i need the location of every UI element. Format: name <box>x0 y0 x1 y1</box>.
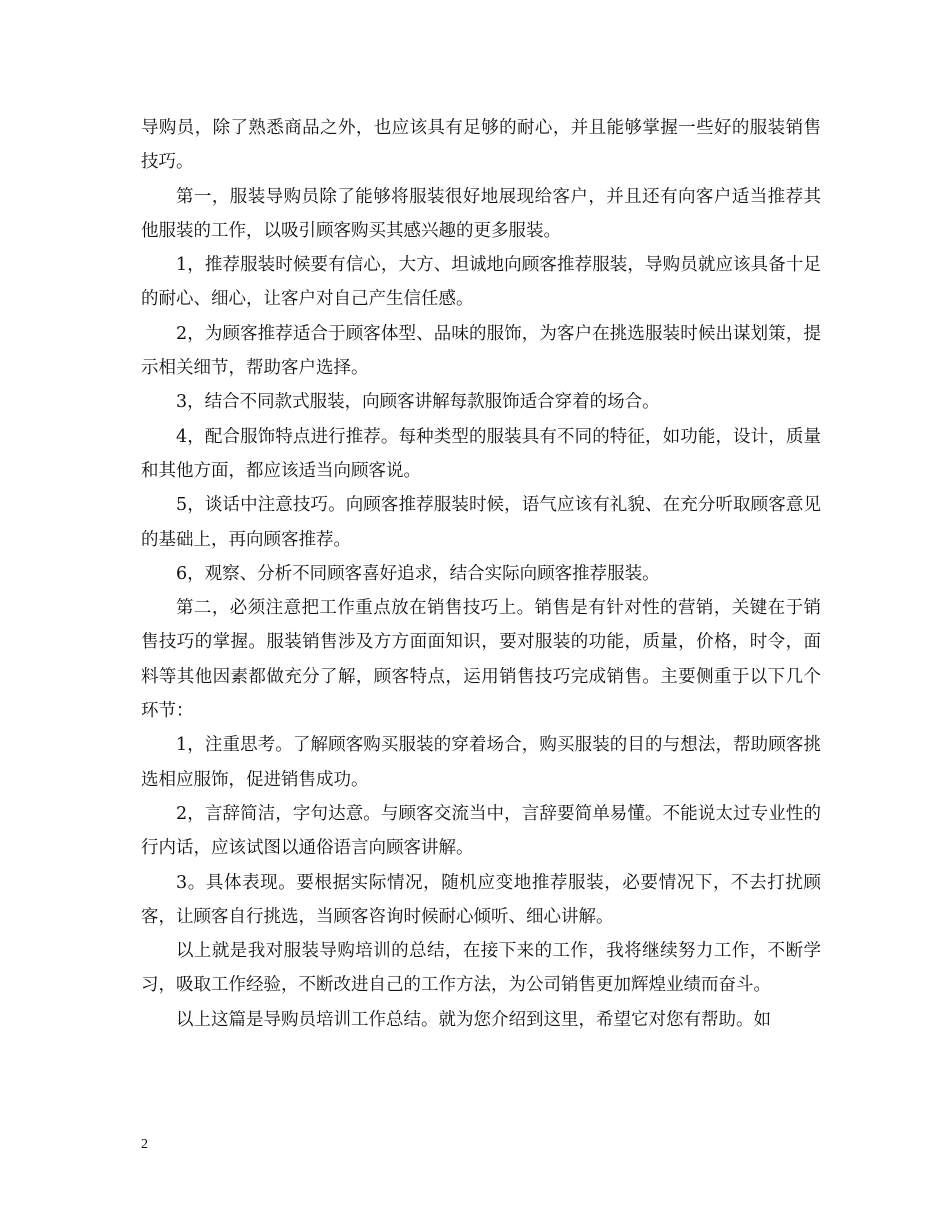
paragraph-skill-3: 3。具体表现。要根据实际情况，随机应变地推荐服装，必要情况下，不去打扰顾客，让顾客自行挑选，当顾客咨询时候耐心倾听、细心讲解。 <box>141 872 821 927</box>
paragraph-item-6: 6，观察、分析不同顾客喜好追求，结合实际向顾客推荐服装。 <box>176 563 660 584</box>
paragraph-second-point: 第二，必须注意把工作重点放在销售技巧上。销售是有针对性的营销，关键在于销售技巧的掌握。服装销售涉及方方面面知识，要对服装的功能，质量，价格，时令，面料等其他因素都做充分了解，顾客特点，运用销售技巧完成销售。主要侧重于以下几个环节： <box>141 598 821 722</box>
page-number: 2 <box>141 1137 148 1152</box>
paragraph-skill-2: 2，言辞简洁，字句达意。与顾客交流当中，言辞要简单易懂。不能说太过专业性的行内话，应该试图以通俗语言向顾客讲解。 <box>141 803 821 859</box>
paragraph-closing: 以上这篇是导购员培训工作总结。就为您介绍到这里，希望它对您有帮助。如 <box>176 1009 771 1030</box>
paragraph-item-5: 5，谈话中注意技巧。向顾客推荐服装时候，语气应该有礼貌、在充分听取顾客意见的基础上，再向顾客推荐。 <box>141 495 821 550</box>
paragraph-continuation: 导购员，除了熟悉商品之外，也应该具有足够的耐心，并且能够掌握一些好的服装销售技巧。 <box>141 118 821 173</box>
paragraph-item-2: 2，为顾客推荐适合于顾客体型、品味的服饰，为客户在挑选服装时候出谋划策，提示相关细节，帮助客户选择。 <box>141 323 821 379</box>
paragraph-first-point: 第一，服装导购员除了能够将服装很好地展现给客户，并且还有向客户适当推荐其他服装的工作，以吸引顾客购买其感兴趣的更多服装。 <box>141 186 821 241</box>
document-body <box>141 111 821 1037</box>
paragraph-summary: 以上就是我对服装导购培训的总结，在接下来的工作，我将继续努力工作，不断学习，吸取工作经验，不断改进自己的工作方法，为公司销售更加辉煌业绩而奋斗。 <box>141 941 821 996</box>
paragraph-item-3: 3，结合不同款式服装，向顾客讲解每款服饰适合穿着的场合。 <box>176 392 660 413</box>
paragraph-skill-1: 1，注重思考。了解顾客购买服装的穿着场合，购买服装的目的与想法，帮助顾客挑选相应服饰，促进销售成功。 <box>141 735 821 790</box>
paragraph-item-4: 4，配合服饰特点进行推荐。每种类型的服装具有不同的特征，如功能，设计，质量和其他方面，都应该适当向顾客说。 <box>141 426 821 481</box>
paragraph-item-1: 1，推荐服装时候要有信心，大方、坦诚地向顾客推荐服装，导购员就应该具备十足的耐心、细心，让客户对自己产生信任感。 <box>141 255 821 310</box>
